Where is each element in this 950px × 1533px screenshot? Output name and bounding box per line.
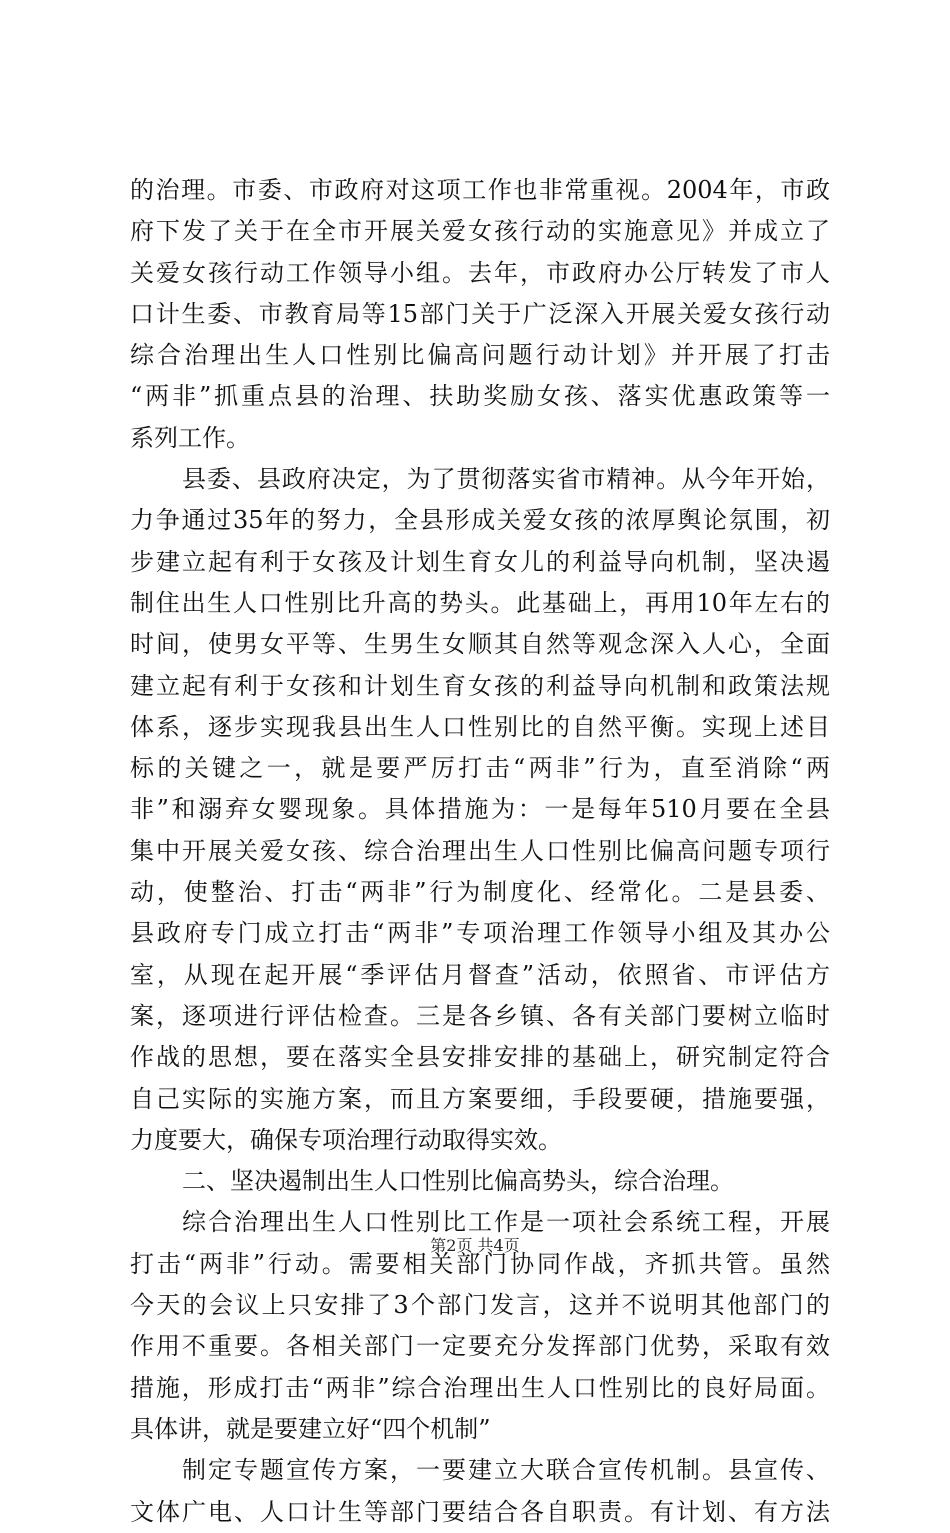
text-line: 非”和溺弃女婴现象。具体措施为：一是每年510月要在全县 — [130, 795, 830, 824]
text-line: 综合治理出生人口性别比工作是一项社会系统工程，开展 — [182, 1208, 830, 1237]
text-line: 文体广电、人口计生等部门要结合各自职责。有计划、有方法 — [130, 1497, 830, 1526]
text-line: 制住出生人口性别比升高的势头。此基础上，再用10年左右的 — [130, 588, 830, 617]
text-line: 关爱女孩行动工作领导小组。去年，市政府办公厅转发了市人 — [130, 258, 830, 287]
text-line: 建立起有利于女孩和计划生育女孩的利益导向机制和政策法规 — [130, 671, 830, 700]
text-line: “两非”抓重点县的治理、扶助奖励女孩、落实优惠政策等一 — [130, 382, 830, 411]
text-line: 作用不重要。各相关部门一定要充分发挥部门优势，采取有效 — [130, 1332, 830, 1361]
page-footer: 第2页 共4页 — [430, 1236, 520, 1255]
text-line: 制定专题宣传方案，一要建立大联合宣传机制。县宣传、 — [182, 1456, 830, 1485]
text-line: 作战的思想，要在落实全县安排安排的基础上，研究制定符合 — [130, 1043, 830, 1072]
text-line: 府下发了关于在全市开展关爱女孩行动的实施意见》并成立了 — [130, 217, 830, 246]
text-line: 县委、县政府决定，为了贯彻落实省市精神。从今年开始， — [182, 465, 830, 494]
text-line: 打击“两非”行动。需要相关部门协同作战，齐抓共管。虽然 — [130, 1249, 830, 1278]
text-line: 动，使整治、打击“两非”行为制度化、经常化。二是县委、 — [130, 878, 830, 907]
text-line: 二、坚决遏制出生人口性别比偏高势头，综合治理。 — [182, 1167, 734, 1196]
text-line: 时间，使男女平等、生男生女顺其自然等观念深入人心，全面 — [130, 630, 830, 659]
text-line: 系列工作。 — [130, 423, 250, 452]
text-line: 标的关键之一，就是要严厉打击“两非”行为，直至消除“两 — [130, 754, 830, 783]
text-line: 案，逐项进行评估检查。三是各乡镇、各有关部门要树立临时 — [130, 1001, 830, 1030]
text-line: 集中开展关爱女孩、综合治理出生人口性别比偏高问题专项行 — [130, 836, 830, 865]
text-line: 具体讲，就是要建立好“四个机制” — [130, 1414, 491, 1443]
text-line: 室，从现在起开展“季评估月督查”活动，依照省、市评估方 — [130, 960, 830, 989]
text-line: 措施，形成打击“两非”综合治理出生人口性别比的良好局面。 — [130, 1373, 830, 1402]
document-body — [130, 170, 830, 1533]
text-line: 体系，逐步实现我县出生人口性别比的自然平衡。实现上述目 — [130, 712, 830, 741]
text-line: 步建立起有利于女孩及计划生育女儿的利益导向机制，坚决遏 — [130, 547, 830, 576]
text-line: 口计生委、市教育局等15部门关于广泛深入开展关爱女孩行动 — [130, 299, 830, 328]
text-line: 力争通过35年的努力，全县形成关爱女孩的浓厚舆论氛围，初 — [130, 506, 830, 535]
text-line: 综合治理出生人口性别比偏高问题行动计划》并开展了打击 — [130, 341, 830, 370]
text-line: 自己实际的实施方案，而且方案要细，手段要硬，措施要强， — [130, 1084, 830, 1113]
text-line: 的治理。市委、市政府对这项工作也非常重视。2004年，市政 — [130, 176, 830, 204]
text-line: 县政府专门成立打击“两非”专项治理工作领导小组及其办公 — [130, 919, 830, 948]
text-line: 今天的会议上只安排了3个部门发言，这并不说明其他部门的 — [130, 1291, 830, 1320]
text-line: 力度要大，确保专项治理行动取得实效。 — [130, 1125, 562, 1154]
